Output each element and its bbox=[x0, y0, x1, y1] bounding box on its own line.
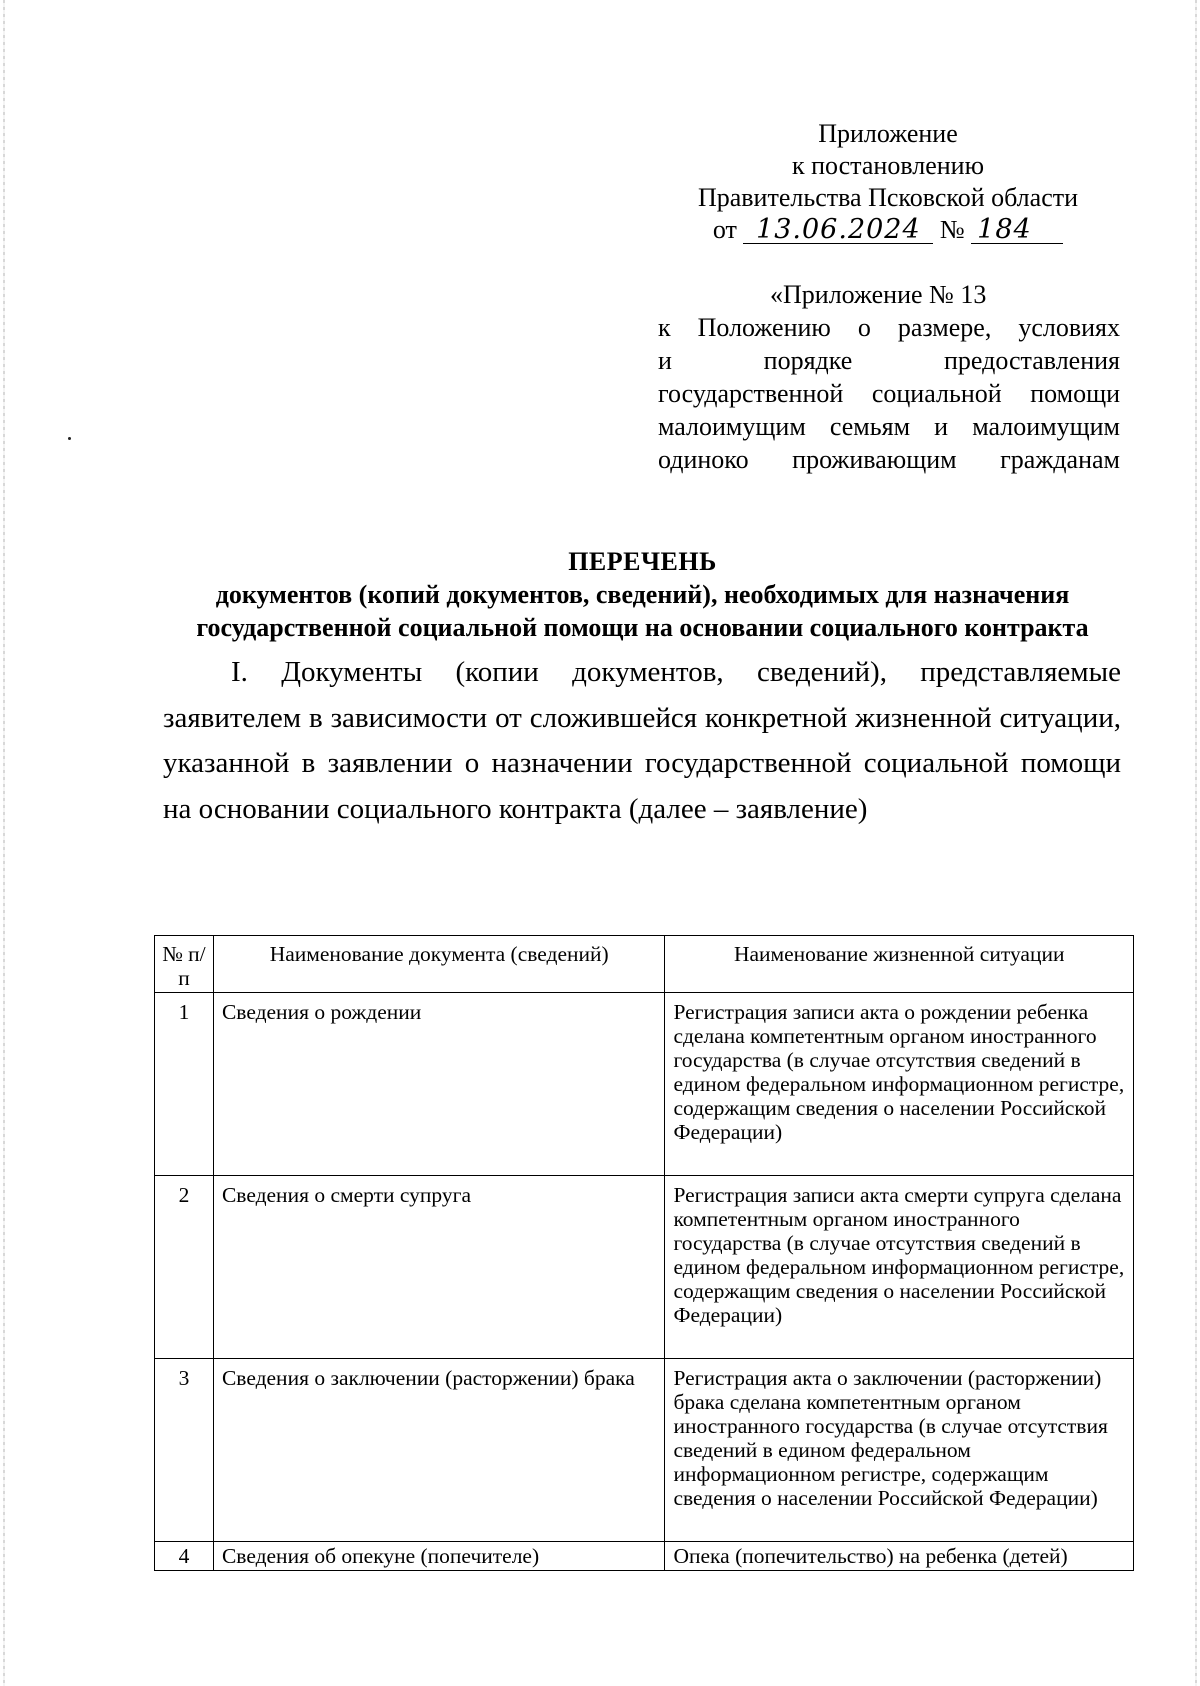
approval-line-3: Правительства Псковской области bbox=[697, 183, 1079, 212]
table-row bbox=[155, 993, 1134, 1176]
row-num: 1 bbox=[155, 993, 214, 1176]
annex-line-3: государственной социальной помощи bbox=[658, 379, 1120, 408]
approval-line-1: Приложение bbox=[818, 119, 958, 148]
table-header-row bbox=[155, 936, 1134, 993]
header-num: № п/п bbox=[155, 936, 214, 993]
row-document: Сведения о заключении (расторжении) брака bbox=[213, 1359, 665, 1542]
section-paragraph: I. Документы (копии документов, сведений), представляемые заявителем в зависимости от сложившейся конкретной жизненной ситуации, указанной в заявлении о назначении государственной социальной помощи на основании социального контракта (далее – заявление) bbox=[163, 656, 1121, 825]
number-prefix: № bbox=[939, 215, 965, 244]
annex-line-2: и порядке предоставления bbox=[658, 346, 1120, 375]
approval-line-2: к постановлению bbox=[791, 151, 985, 180]
table-row bbox=[155, 1176, 1134, 1359]
document-heading bbox=[150, 545, 1135, 644]
annex-reference-block bbox=[658, 278, 1120, 476]
documents-table bbox=[154, 935, 1134, 1571]
row-situation: Регистрация записи акта смерти супруга сделана компетентным органом иностранного государства (в случае отсутствия сведений в едином федеральном информационном регистре, содержащим сведения о населении Российской Федерации) bbox=[665, 1176, 1134, 1359]
annex-line-1: к Положению о размере, условиях bbox=[658, 313, 1120, 342]
header-document: Наименование документа (сведений) bbox=[213, 936, 665, 993]
scan-edge-right bbox=[1195, 0, 1197, 1686]
scan-edge-left bbox=[3, 0, 5, 1686]
header-situation: Наименование жизненной ситуации bbox=[665, 936, 1134, 993]
row-document: Сведения о смерти супруга bbox=[213, 1176, 665, 1359]
row-num: 2 bbox=[155, 1176, 214, 1359]
table-row bbox=[155, 1359, 1134, 1542]
row-num: 3 bbox=[155, 1359, 214, 1542]
approval-block bbox=[668, 118, 1108, 246]
row-document: Сведения об опекуне (попечителе) bbox=[213, 1542, 665, 1571]
handwritten-number: 184 bbox=[971, 217, 1063, 244]
row-document: Сведения о рождении bbox=[213, 993, 665, 1176]
date-prefix: от bbox=[712, 215, 737, 244]
row-situation: Опека (попечительство) на ребенка (детей) bbox=[665, 1542, 1134, 1571]
annex-line-5: одиноко проживающим гражданам bbox=[658, 445, 1120, 474]
annex-line-4: малоимущим семьям и малоимущим bbox=[658, 412, 1120, 441]
annex-title: «Приложение № 13 bbox=[770, 280, 987, 309]
handwritten-date: 13.06.2024 bbox=[743, 217, 933, 244]
scan-dot-mark bbox=[68, 437, 71, 440]
row-num: 4 bbox=[155, 1542, 214, 1571]
row-situation: Регистрация записи акта о рождении ребенка сделана компетентным органом иностранного государства (в случае отсутствия сведений в едином федеральном информационном регистре, содержащим сведения о населении Российской Федерации) bbox=[665, 993, 1134, 1176]
table-row bbox=[155, 1542, 1134, 1571]
row-situation: Регистрация акта о заключении (расторжении) брака сделана компетентным органом иностранного государства (в случае отсутствия сведений в едином федеральном информационном регистре, содержащим сведения о населении Российской Федерации) bbox=[665, 1359, 1134, 1542]
approval-date-number-line bbox=[668, 214, 1108, 246]
heading-title: ПЕРЕЧЕНЬ bbox=[568, 547, 717, 576]
heading-subtitle: документов (копий документов, сведений), необходимых для назначения государственной социальной помощи на основании социального контракта bbox=[196, 580, 1089, 642]
